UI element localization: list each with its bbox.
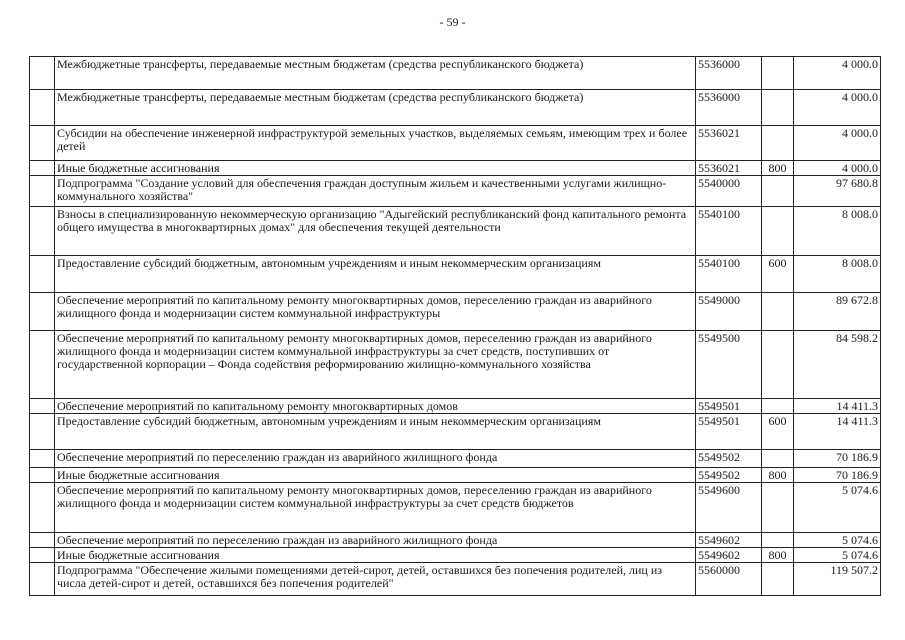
- row-amount-cell: 4 000.0: [794, 161, 881, 176]
- row-kind-cell: [762, 331, 794, 399]
- row-blank-cell: [30, 90, 55, 126]
- row-code-cell: 5549502: [696, 468, 762, 483]
- row-blank-cell: [30, 563, 55, 596]
- table-row: [30, 533, 881, 548]
- row-kind-cell: [762, 90, 794, 126]
- row-blank-cell: [30, 483, 55, 533]
- row-code-cell: 5536021: [696, 126, 762, 161]
- table-row: [30, 293, 881, 331]
- row-kind-cell: [762, 176, 794, 207]
- row-kind-cell: 800: [762, 468, 794, 483]
- row-kind-cell: [762, 207, 794, 256]
- row-name-cell: Обеспечение мероприятий по капитальному ремонту многоквартирных домов: [55, 399, 696, 414]
- row-kind-cell: [762, 533, 794, 548]
- row-blank-cell: [30, 256, 55, 293]
- row-amount-cell: 4 000.0: [794, 90, 881, 126]
- row-blank-cell: [30, 331, 55, 399]
- row-amount-cell: 8 008.0: [794, 207, 881, 256]
- row-amount-cell: 8 008.0: [794, 256, 881, 293]
- row-name-cell: Межбюджетные трансферты, передаваемые местным бюджетам (средства республиканского бюджета): [55, 57, 696, 90]
- row-blank-cell: [30, 533, 55, 548]
- row-kind-cell: [762, 57, 794, 90]
- row-name-cell: Обеспечение мероприятий по капитальному ремонту многоквартирных домов, переселению граждан из аварийного жилищного фонда и модернизации систем коммунальной инфраструктуры за счет средств, поступивших от государственной корпорации – Фонда содействия реформированию жилищно-коммунального хозяйства: [55, 331, 696, 399]
- row-amount-cell: 14 411.3: [794, 399, 881, 414]
- row-blank-cell: [30, 548, 55, 563]
- row-kind-cell: [762, 399, 794, 414]
- page-number: - 59 -: [439, 15, 466, 29]
- table-row: [30, 399, 881, 414]
- row-kind-cell: 800: [762, 548, 794, 563]
- row-code-cell: 5549502: [696, 450, 762, 468]
- row-amount-cell: 5 074.6: [794, 548, 881, 563]
- row-blank-cell: [30, 57, 55, 90]
- row-code-cell: 5536000: [696, 90, 762, 126]
- table-row: [30, 126, 881, 161]
- row-name-cell: Иные бюджетные ассигнования: [55, 468, 696, 483]
- row-amount-cell: 97 680.8: [794, 176, 881, 207]
- row-amount-cell: 14 411.3: [794, 414, 881, 450]
- table-row: [30, 161, 881, 176]
- row-name-cell: Подпрограмма "Создание условий для обеспечения граждан доступным жильем и качественными услугами жилищно-коммунального хозяйства": [55, 176, 696, 207]
- budget-table: [29, 56, 881, 596]
- table-row: [30, 548, 881, 563]
- row-kind-cell: [762, 126, 794, 161]
- row-name-cell: Межбюджетные трансферты, передаваемые местным бюджетам (средства республиканского бюджета): [55, 90, 696, 126]
- row-kind-cell: 600: [762, 256, 794, 293]
- row-code-cell: 5540100: [696, 207, 762, 256]
- table-row: [30, 256, 881, 293]
- row-name-cell: Обеспечение мероприятий по переселению граждан из аварийного жилищного фонда: [55, 450, 696, 468]
- row-name-cell: Предоставление субсидий бюджетным, автономным учреждениям и иным некоммерческим организациям: [55, 256, 696, 293]
- row-blank-cell: [30, 176, 55, 207]
- row-amount-cell: 5 074.6: [794, 483, 881, 533]
- row-blank-cell: [30, 399, 55, 414]
- row-blank-cell: [30, 126, 55, 161]
- row-name-cell: Взносы в специализированную некоммерческую организацию "Адыгейский республиканский фонд капитального ремонта общего имущества в многоквартирных домах" для обеспечения текущей деятельности: [55, 207, 696, 256]
- row-code-cell: 5549501: [696, 399, 762, 414]
- table-row: [30, 483, 881, 533]
- row-amount-cell: 119 507.2: [794, 563, 881, 596]
- table-row: [30, 57, 881, 90]
- row-code-cell: 5540100: [696, 256, 762, 293]
- row-blank-cell: [30, 161, 55, 176]
- row-name-cell: Обеспечение мероприятий по капитальному ремонту многоквартирных домов, переселению граждан из аварийного жилищного фонда и модернизации систем коммунальной инфраструктуры: [55, 293, 696, 331]
- row-amount-cell: 4 000.0: [794, 57, 881, 90]
- row-code-cell: 5549501: [696, 414, 762, 450]
- row-amount-cell: 4 000.0: [794, 126, 881, 161]
- row-kind-cell: 600: [762, 414, 794, 450]
- row-code-cell: 5549602: [696, 533, 762, 548]
- row-name-cell: Иные бюджетные ассигнования: [55, 548, 696, 563]
- row-amount-cell: 84 598.2: [794, 331, 881, 399]
- table-row: [30, 450, 881, 468]
- table-row: [30, 90, 881, 126]
- row-name-cell: Предоставление субсидий бюджетным, автономным учреждениям и иным некоммерческим организациям: [55, 414, 696, 450]
- row-name-cell: Подпрограмма "Обеспечение жилыми помещениями детей-сирот, детей, оставшихся без попечения родителей, лиц из числа детей-сирот и детей, оставшихся без попечения родителей": [55, 563, 696, 596]
- row-amount-cell: 70 186.9: [794, 450, 881, 468]
- row-blank-cell: [30, 293, 55, 331]
- row-code-cell: 5536000: [696, 57, 762, 90]
- table-row: [30, 563, 881, 596]
- row-amount-cell: 89 672.8: [794, 293, 881, 331]
- row-kind-cell: [762, 483, 794, 533]
- row-name-cell: Иные бюджетные ассигнования: [55, 161, 696, 176]
- row-kind-cell: [762, 293, 794, 331]
- row-code-cell: 5536021: [696, 161, 762, 176]
- budget-table-body: [30, 57, 881, 596]
- row-name-cell: Субсидии на обеспечение инженерной инфраструктурой земельных участков, выделяемых семьям, имеющим трех и более детей: [55, 126, 696, 161]
- row-code-cell: 5549602: [696, 548, 762, 563]
- row-code-cell: 5560000: [696, 563, 762, 596]
- table-row: [30, 331, 881, 399]
- table-row: [30, 207, 881, 256]
- row-kind-cell: [762, 450, 794, 468]
- row-kind-cell: 800: [762, 161, 794, 176]
- row-blank-cell: [30, 414, 55, 450]
- row-code-cell: 5549500: [696, 331, 762, 399]
- row-blank-cell: [30, 450, 55, 468]
- row-code-cell: 5540000: [696, 176, 762, 207]
- row-blank-cell: [30, 468, 55, 483]
- row-code-cell: 5549600: [696, 483, 762, 533]
- row-amount-cell: 5 074.6: [794, 533, 881, 548]
- row-blank-cell: [30, 207, 55, 256]
- table-row: [30, 414, 881, 450]
- row-code-cell: 5549000: [696, 293, 762, 331]
- row-name-cell: Обеспечение мероприятий по капитальному ремонту многоквартирных домов, переселению граждан из аварийного жилищного фонда и модернизации систем коммунальной инфраструктуры за счет средств бюджетов: [55, 483, 696, 533]
- table-row: [30, 468, 881, 483]
- row-amount-cell: 70 186.9: [794, 468, 881, 483]
- row-kind-cell: [762, 563, 794, 596]
- row-name-cell: Обеспечение мероприятий по переселению граждан из аварийного жилищного фонда: [55, 533, 696, 548]
- table-row: [30, 176, 881, 207]
